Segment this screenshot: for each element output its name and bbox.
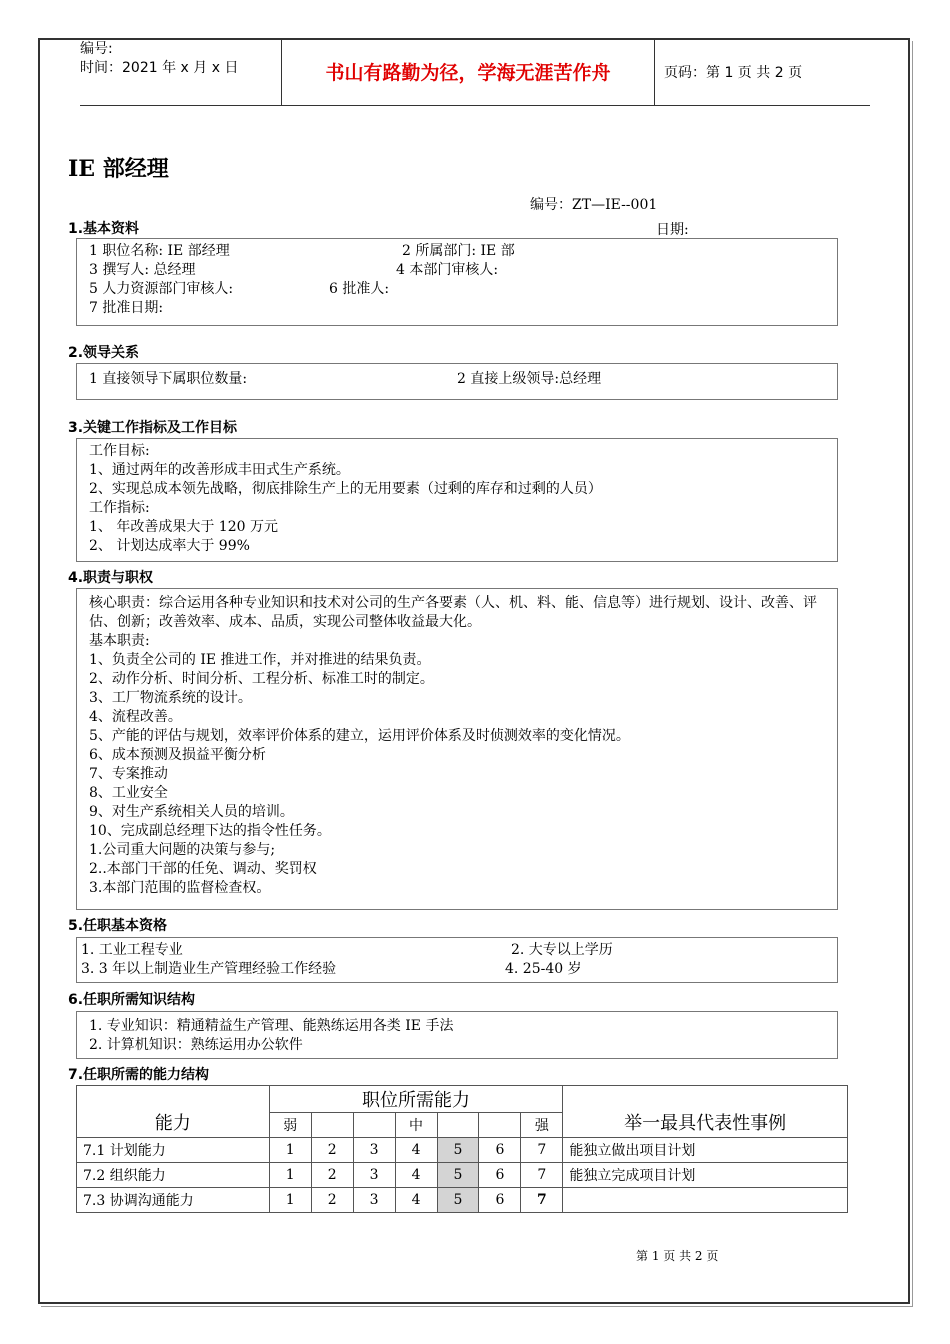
duty-line: 1、负责全公司的 IE 推进工作，并对推进的结果负责。 <box>89 652 431 668</box>
page-header <box>80 38 870 106</box>
scale-cell: 3 <box>353 1163 395 1188</box>
duty-line: 基本职责: <box>89 633 150 649</box>
knowledge-line: 1. 专业知识：精通精益生产管理、能熟练运用各类 IE 手法 <box>89 1018 454 1034</box>
scale-empty <box>311 1113 353 1138</box>
ability-example: 能独立完成项目计划 <box>563 1163 848 1188</box>
indicator-line: 2、 计划达成率大于 99% <box>89 538 250 554</box>
department-field: 2 所属部门: IE 部 <box>402 243 515 259</box>
ability-example: 能独立做出项目计划 <box>563 1138 848 1163</box>
duty-line: 2、动作分析、时间分析、工程分析、标准工时的制定。 <box>89 671 434 687</box>
scale-cell: 7 <box>521 1138 563 1163</box>
scale-cell-selected: 5 <box>437 1188 479 1213</box>
ability-row <box>77 1188 848 1213</box>
duty-line: 7、专案推动 <box>89 766 168 782</box>
duty-line: 9、对生产系统相关人员的培训。 <box>89 804 294 820</box>
superior-field: 2 直接上级领导:总经理 <box>457 371 602 387</box>
section-4-box <box>76 588 838 910</box>
ability-name: 7.1 计划能力 <box>77 1138 270 1163</box>
scale-cell: 7 <box>521 1188 563 1213</box>
scale-empty <box>353 1113 395 1138</box>
section-3-heading: 3.关键工作指标及工作目标 <box>68 420 238 436</box>
scale-cell-selected: 5 <box>437 1163 479 1188</box>
indicator-line: 工作指标: <box>89 500 150 516</box>
duty-line: 8、工业安全 <box>89 785 168 801</box>
section-5-heading: 5.任职基本资格 <box>68 918 168 934</box>
scale-cell: 6 <box>479 1138 521 1163</box>
qualification-major: 1. 工业工程专业 <box>81 942 183 958</box>
scale-cell: 6 <box>479 1163 521 1188</box>
ability-column-header: 能力 <box>77 1086 270 1138</box>
scale-cell: 3 <box>353 1188 395 1213</box>
section-1-box <box>76 238 838 326</box>
duty-line: 5、产能的评估与规划，效率评价体系的建立，运用评价体系及时侦测效率的变化情况。 <box>89 728 630 744</box>
scale-cell: 7 <box>521 1163 563 1188</box>
header-page-info: 页码：第 1 页 共 2 页 <box>664 64 803 81</box>
scale-strong-label: 强 <box>521 1113 563 1138</box>
section-4-heading: 4.职责与职权 <box>68 570 154 586</box>
date-label: 日期: <box>656 222 689 238</box>
qualification-age: 4. 25-40 岁 <box>505 961 582 977</box>
page-footer: 第 1 页 共 2 页 <box>636 1249 719 1263</box>
section-1-heading: 1.基本资料 <box>68 221 140 237</box>
knowledge-line: 2. 计算机知识：熟练运用办公软件 <box>89 1037 303 1053</box>
section-2-box <box>76 363 838 400</box>
scale-mid-label: 中 <box>395 1113 437 1138</box>
author-field: 3 撰写人: 总经理 <box>89 262 196 278</box>
scale-cell: 4 <box>395 1163 437 1188</box>
scale-cell: 3 <box>353 1138 395 1163</box>
scale-cell: 4 <box>395 1188 437 1213</box>
header-time-label: 时间：2021 年 x 月 x 日 <box>80 60 239 76</box>
header-number-label: 编号: <box>80 41 113 57</box>
ability-table <box>76 1085 848 1213</box>
section-6-heading: 6.任职所需知识结构 <box>68 992 196 1008</box>
authority-line: 3.本部门范围的监督检查权。 <box>89 880 271 896</box>
ability-name: 7.2 组织能力 <box>77 1163 270 1188</box>
scale-empty <box>437 1113 479 1138</box>
section-6-box <box>76 1011 838 1059</box>
scale-weak-label: 弱 <box>269 1113 311 1138</box>
ability-row <box>77 1163 848 1188</box>
section-3-box <box>76 438 838 562</box>
scale-cell: 2 <box>311 1188 353 1213</box>
scale-cell: 2 <box>311 1163 353 1188</box>
goal-line: 2、实现总成本领先战略，彻底排除生产上的无用要素（过剩的库存和过剩的人员） <box>89 481 602 497</box>
section-2-heading: 2.领导关系 <box>68 345 140 361</box>
goal-line: 1、通过两年的改善形成丰田式生产系统。 <box>89 462 350 478</box>
scale-cell: 4 <box>395 1138 437 1163</box>
approval-date-field: 7 批准日期: <box>89 300 164 316</box>
hr-reviewer-field: 5 人力资源部门审核人: <box>89 281 234 297</box>
subordinates-field: 1 直接领导下属职位数量: <box>89 371 248 387</box>
scale-cell: 2 <box>311 1138 353 1163</box>
goal-line: 工作目标: <box>89 443 150 459</box>
dept-reviewer-field: 4 本部门审核人: <box>396 262 499 278</box>
ability-row <box>77 1138 848 1163</box>
duty-line: 10、完成副总经理下达的指令性任务。 <box>89 823 331 839</box>
required-ability-header: 职位所需能力 <box>269 1086 563 1113</box>
approver-field: 6 批准人: <box>329 281 390 297</box>
scale-cell-selected: 5 <box>437 1138 479 1163</box>
scale-cell: 1 <box>269 1163 311 1188</box>
example-column-header: 举一最具代表性事例 <box>563 1086 848 1138</box>
header-meta <box>80 38 280 107</box>
scale-empty <box>479 1113 521 1138</box>
scale-cell: 6 <box>479 1188 521 1213</box>
section-7-heading: 7.任职所需的能力结构 <box>68 1067 210 1083</box>
duty-line: 3、工厂物流系统的设计。 <box>89 690 252 706</box>
ability-name: 7.3 协调沟通能力 <box>77 1188 270 1213</box>
document-number: 编号：ZT—IE--001 <box>530 197 658 213</box>
duty-line: 4、流程改善。 <box>89 709 182 725</box>
qualification-education: 2. 大专以上学历 <box>511 942 613 958</box>
job-title-field: 1 职位名称: IE 部经理 <box>89 243 230 259</box>
section-5-box <box>76 937 838 983</box>
document-title: IE 部经理 <box>68 156 169 182</box>
scale-cell: 1 <box>269 1138 311 1163</box>
ability-example <box>563 1188 848 1213</box>
qualification-experience: 3. 3 年以上制造业生产管理经验工作经验 <box>81 961 337 977</box>
duty-line: 6、成本预测及损益平衡分析 <box>89 747 266 763</box>
indicator-line: 1、 年改善成果大于 120 万元 <box>89 519 278 535</box>
header-motto: 书山有路勤为径，学海无涯苦作舟 <box>281 38 655 105</box>
authority-line: 1.公司重大问题的决策与参与; <box>89 842 276 858</box>
scale-cell: 1 <box>269 1188 311 1213</box>
authority-line: 2..本部门干部的任免、调动、奖罚权 <box>89 861 317 877</box>
core-duty-text: 核心职责：综合运用各种专业知识和技术对公司的生产各要素（人、机、料、能、信息等）进行规划、设计、改善、评估、创新；改善效率、成本、品质，实现公司整体收益最大化。 <box>89 595 817 630</box>
